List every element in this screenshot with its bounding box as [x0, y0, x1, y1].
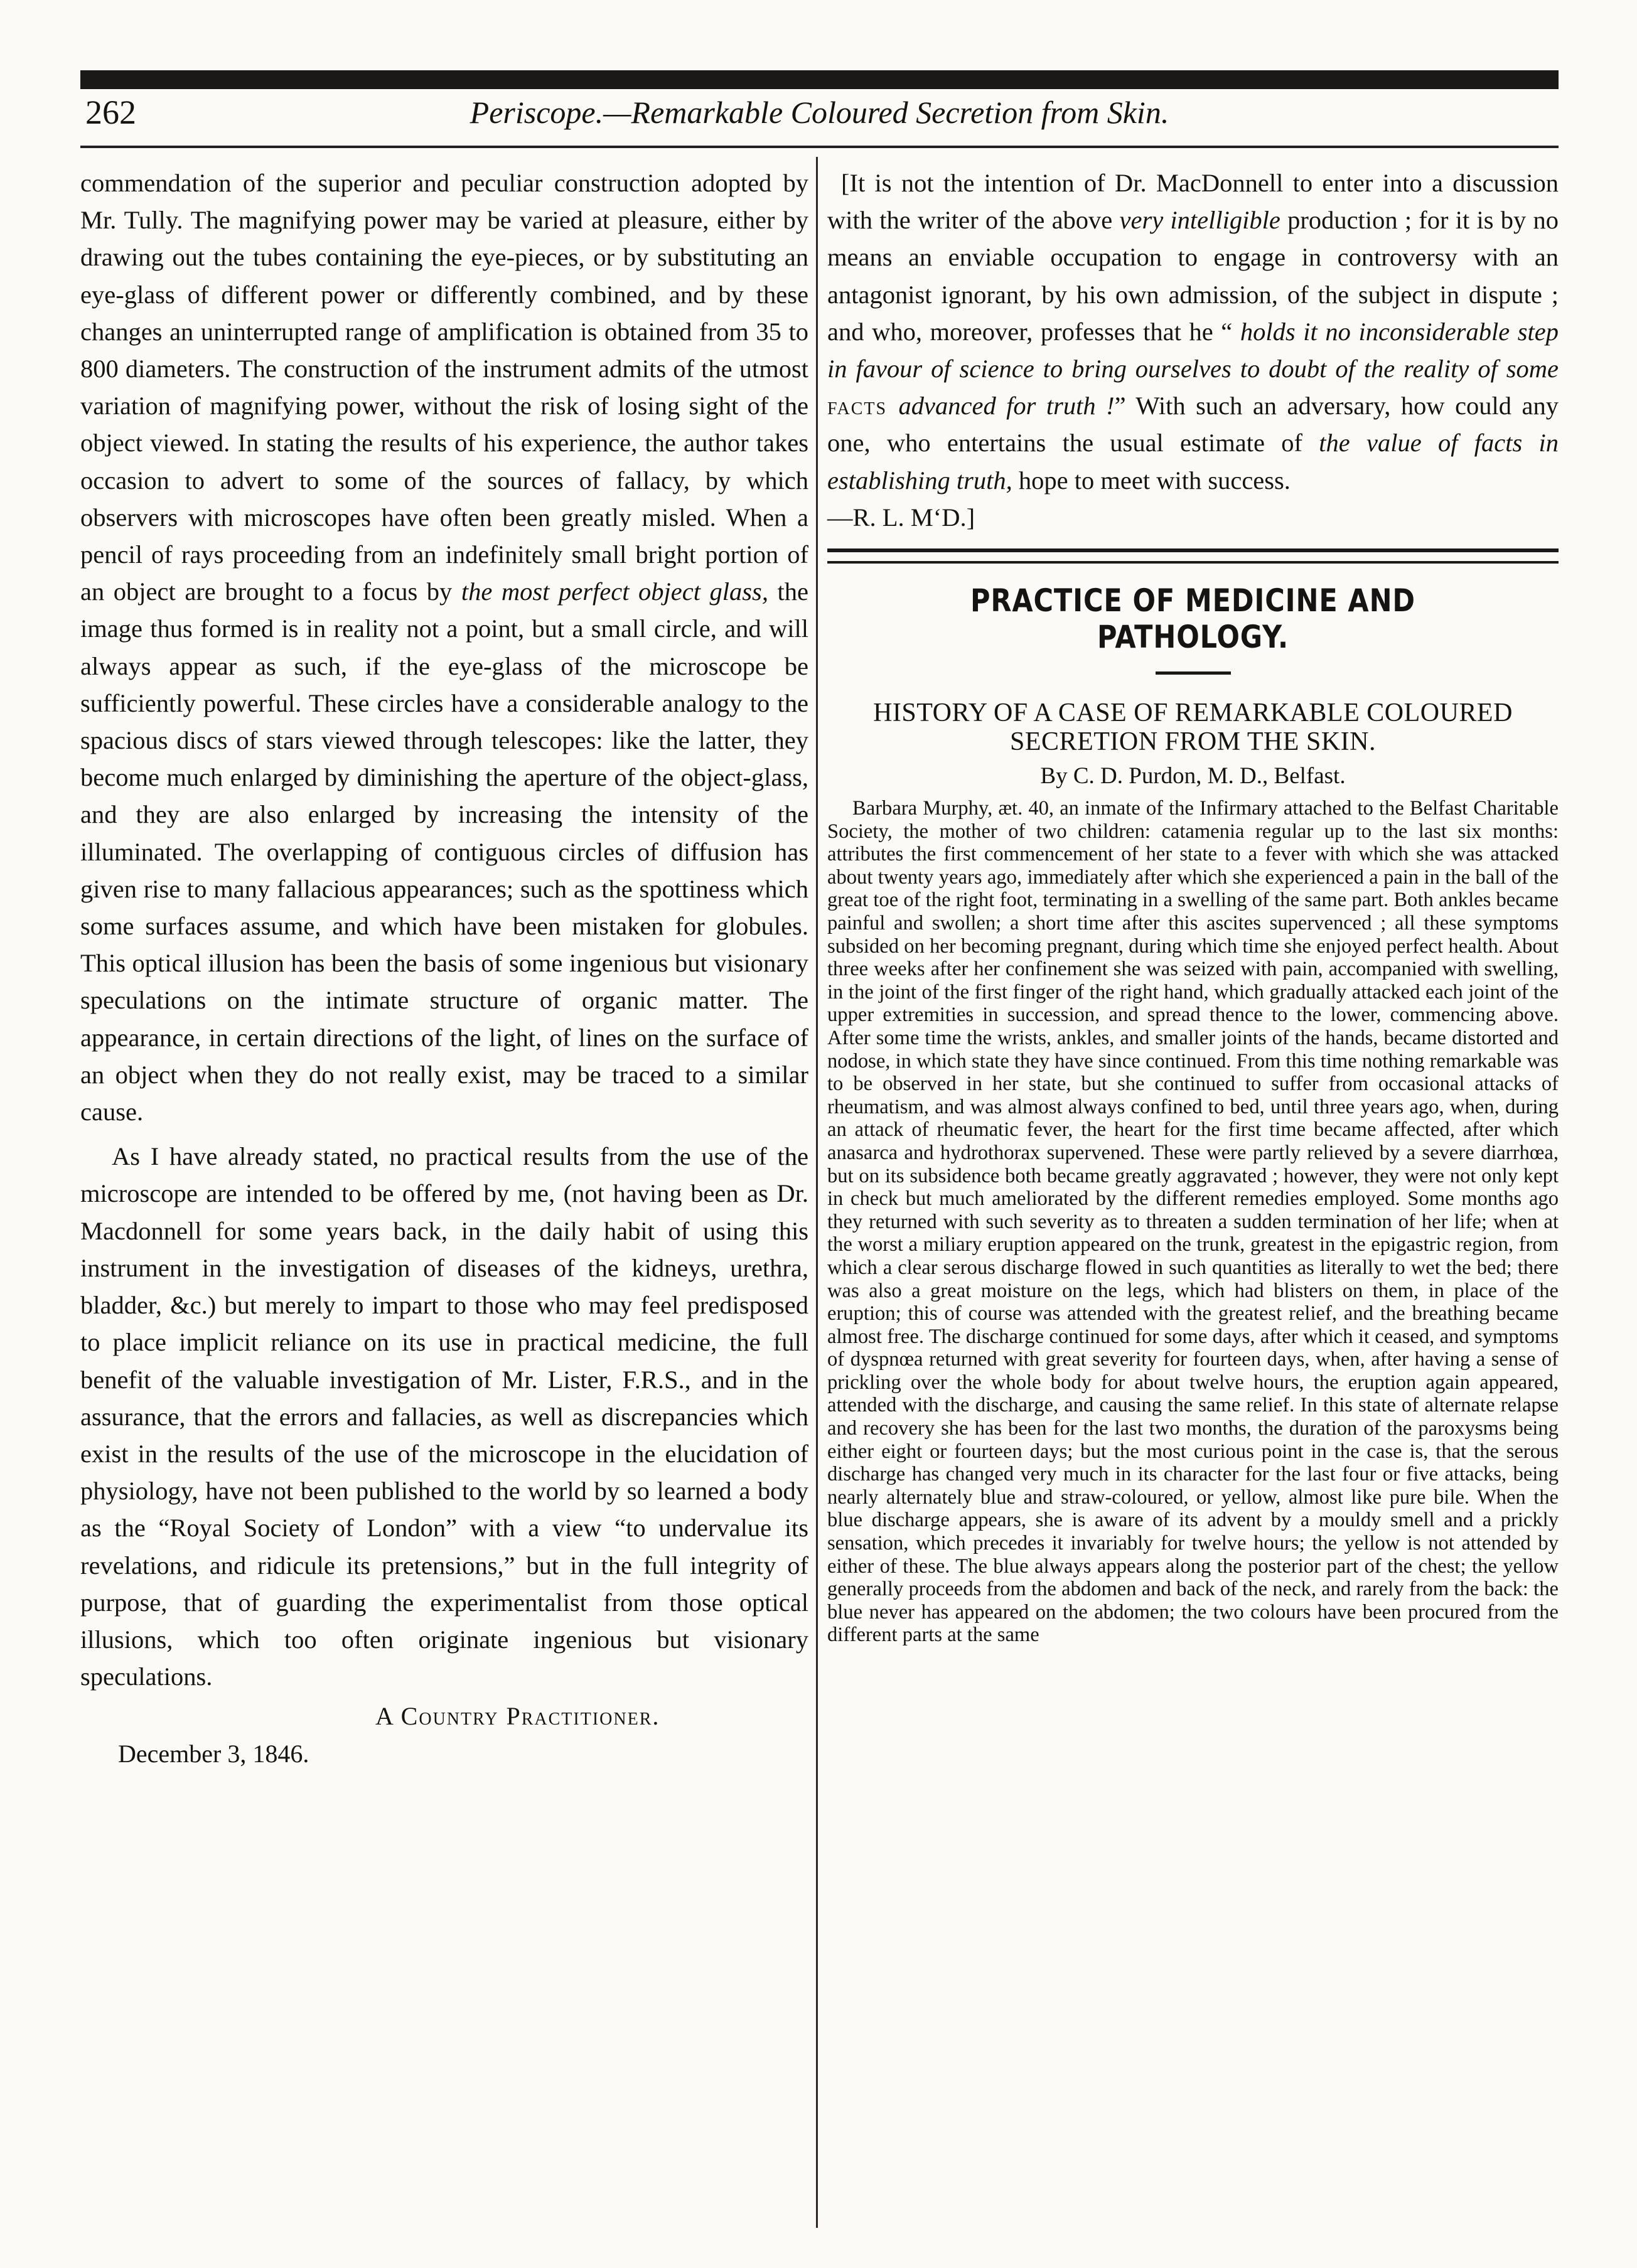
- note-part-2: production ; for it is by no means an enviable occupation to engage in controversy with an antagonist ignorant, by his own admission, of the subject in dispute ; and who, moreover, professes that he “: [827, 206, 1559, 346]
- left-paragraph-1: [80, 164, 808, 1130]
- note-italic-1: very intelligible: [1119, 206, 1280, 235]
- right-column: [827, 164, 1559, 1647]
- section-short-rule: [1156, 671, 1231, 675]
- note-part-4: hope to meet with success.: [1012, 466, 1291, 495]
- left-p1-rest: the image thus formed is in reality not a point, but a small circle, and will always appear as such, if the eye-glass of the microscope be sufficiently powerful. These circles have a considerable analogy to the spacious discs of stars viewed through telescopes: like the latter, they become much enlarged by diminishing the aperture of the object-glass, and they are also enlarged by increasing the intensity of the illuminated. The overlapping of contiguous circles of diffusion has given rise to many fallacious appearances; such as the spottiness which some surfaces assume, and which have been mistaken for globules. This optical illusion has been the basis of some ingenious but visionary speculations on the intimate structure of organic matter. The appearance, in certain directions of the light, of lines on the surface of an object when they do not really exist, may be traced to a similar cause.: [80, 577, 809, 1126]
- top-rule: [80, 70, 1559, 89]
- note-facts: facts: [827, 392, 899, 420]
- left-paragraph-2: As I have already stated, no practical results from the use of the microscope are intended to be offered by me, (not having been as Dr. Macdonnell for some years back, in the daily habit of using this instrument in the investigation of diseases of the kidneys, urethra, bladder, &c.) but merely to impart to those who may feel predisposed to place implicit reliance on its use in practical medicine, the full benefit of the valuable investigation of Mr. Lister, F.R.S., and in the assurance, that the errors and fallacies, as well as discrepancies which exist in the results of the use of the microscope in the elucidation of physiology, have not been published to the world by so learned a body as the “Royal Society of London” with a view “to undervalue its revelations, and ridicule its pretensions,” but in the full integrity of purpose, that of guarding the experimentalist from those optical illusions, which too often originate ingenious but visionary speculations.: [80, 1142, 808, 1691]
- column-divider: [816, 157, 818, 2228]
- letter-date: December 3, 1846.: [118, 1740, 309, 1768]
- article-title: HISTORY OF A CASE OF REMARKABLE COLOURED SECRETION FROM THE SKIN.: [873, 698, 1513, 757]
- note-part-1: [It is not the intention of Dr. MacDonnell to enter into a discussion with the writer of the above: [827, 169, 1559, 235]
- running-title: Periscope.—Remarkable Coloured Secretion from Skin.: [470, 95, 1169, 130]
- article-body: Barbara Murphy, æt. 40, an inmate of the Infirmary attached to the Belfast Charitable Society, the mother of two children: catamenia regular up to the last six months: attributes the first commencement of her state to a fever with which she was attacked about twenty years ago, immediately after which she experienced a pain in the ball of the great toe of the right foot, terminating in a swelling of the same part. Both ankles became painful and swollen; a short time after this ascites supervenced ; all these symptoms subsided on her becoming pregnant, during which time she enjoyed perfect health. About three weeks after her confinement she was seized with pain, accompanied with swelling, in the joint of the first finger of the right hand, which gradually attacked each joint of the upper extremities in succession, and spread thence to the lower, commencing above. After some time the wrists, ankles, and smaller joints of the hands, became distorted and nodose, in which state they have since continued. From this time nothing remarkable was to be observed in her state, but she continued to suffer from occasional attacks of rheumatism, and was almost always confined to bed, until three years ago, when, during an attack of rheumatic fever, the heart for the first time became affected, after which anasarca and hydrothorax supervened. These were partly relieved by a severe diarrhœa, but on its subsidence both became greatly aggravated ; however, they were not only kept in check but much ameliorated by the different remedies employed. Some months ago they returned with such severity as to threaten a sudden termination of her life; when at the worst a miliary eruption appeared on the trunk, greatest in the epigastric region, from which a clear serous discharge flowed in such quantities as literally to wet the bed; there was also a great moisture on the legs, which had blisters on them, in place of the eruption; this of course was attended with the greatest relief, and the breathing became almost free. The discharge continued for some days, after which it ceased, and symptoms of dyspnœa returned with great severity for fourteen days, when, after having a sense of prickling over the whole body for about twelve hours, the eruption again appeared, attended with the discharge, and causing the same relief. In this state of alternate relapse and recovery she has been for the last two months, the duration of the paroxysms being either eight or fourteen days; but the most curious point in the case is, that the serous discharge has changed very much in its character for the last four or five attacks, being nearly alternately blue and straw-coloured, or yellow, almost like pure bile. When the blue discharge appears, she is aware of its advent by a mouldy smell and a prickly sensation, which precedes it invariably for twelve hours; the yellow is not attended by either of these. The blue always appears along the posterior part of the chest; the yellow generally proceeds from the abdomen and back of the neck, and rarely from the back: the blue never has appeared on the abdomen; the two colours have been procured from the different parts at the same: [827, 797, 1559, 1647]
- note-italic-4: the value of facts in establishing truth,: [827, 429, 1559, 495]
- header-rule: [80, 146, 1559, 148]
- signature: A Country Practitioner.: [375, 1702, 660, 1731]
- editor-note: [827, 164, 1559, 499]
- left-column: [80, 164, 808, 1773]
- note-italic-2: holds it no inconsiderable step in favour of science to bring ourselves to doubt of the reality of some: [827, 317, 1559, 383]
- section-rule: [827, 548, 1559, 564]
- section-title: PRACTICE OF MEDICINE AND PATHOLOGY.: [970, 582, 1415, 656]
- article-byline: By C. D. Purdon, M. D., Belfast.: [1040, 763, 1346, 789]
- page-number: 262: [85, 94, 136, 131]
- note-part-3: ” With such an adversary, how could any one, who entertains the usual estimate of: [827, 392, 1559, 457]
- page-header: [80, 93, 1559, 143]
- editor-note-signature: —R. L. M‘D.]: [827, 503, 975, 532]
- left-p1-text: commendation of the superior and peculiar construction adopted by Mr. Tully. The magnifying power may be varied at pleasure, either by drawing out the tubes containing the eye-pieces, or by substituting an eye-glass of different power or differently combined, and by these changes an uninterrupted range of amplification is obtained from 35 to 800 diameters. The construction of the instrument admits of the utmost variation of magnifying power, without the risk of losing sight of the object viewed. In stating the results of his experience, the author takes occasion to advert to some of the sources of fallacy, by which observers with microscopes have often been greatly misled. When a pencil of rays proceeding from an indefinitely small bright portion of an object are brought to a focus by: [80, 169, 808, 606]
- left-p1-italic: the most perfect object glass,: [461, 577, 768, 606]
- note-italic-3: advanced for truth !: [898, 392, 1115, 420]
